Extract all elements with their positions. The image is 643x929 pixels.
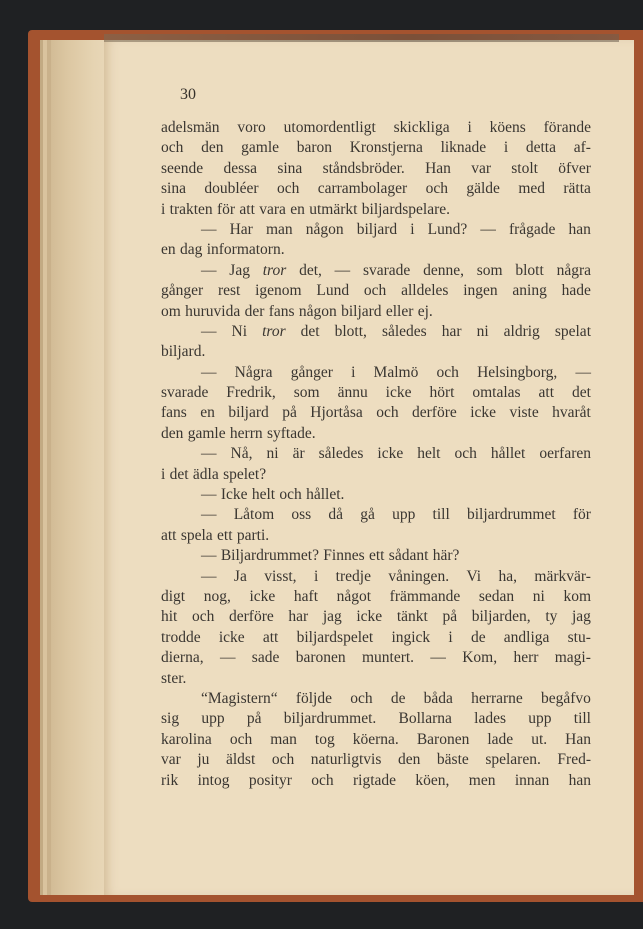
body-text xyxy=(161,118,591,791)
text-line: — Nå, ni är således icke helt och hållet oerfaren xyxy=(201,445,591,463)
text-line: — Icke helt och hållet. xyxy=(201,486,345,504)
text-line: biljard. xyxy=(161,343,206,361)
text-line: dierna, — sade baronen muntert. — Kom, herr magi- xyxy=(161,649,591,667)
text-line: trodde icke att biljardspelet ingick i de andliga stu- xyxy=(161,628,591,646)
text-line: “Magistern“ följde och de båda herrarne begåfvo xyxy=(201,689,591,707)
text-line: — Biljardrummet? Finnes ett sådant här? xyxy=(201,547,460,565)
text-line: om huruvida der fans någon biljard eller ej. xyxy=(161,302,433,320)
text-line: sina doubléer och carrambolager och gälde med rätta xyxy=(161,180,591,198)
text-line: och den gamle baron Kronstjerna liknade i detta af- xyxy=(161,139,591,157)
text-line: i det ädla spelet? xyxy=(161,465,267,483)
page-top-edge xyxy=(104,34,619,42)
text-line: — Ni tror det blott, således har ni aldrig spelat xyxy=(201,322,591,340)
text-line: seende dessa sina ståndsbröder. Han var stolt öfver xyxy=(161,159,591,177)
text-line: — Några gånger i Malmö och Helsingborg, — xyxy=(201,363,591,381)
text-line: var ju äldst och naturligtvis den bäste spelaren. Fred- xyxy=(161,751,591,769)
text-line: — Jag tror det, — svarade denne, som blott några xyxy=(201,261,591,279)
text-line: den gamle herrn syftade. xyxy=(161,424,316,442)
text-line: svarade Fredrik, som ännu icke hört omtalas att det xyxy=(161,384,591,402)
text-line: digt nog, icke haft något främmande sedan ni kom xyxy=(161,587,591,605)
text-line: rik intog posityr och rigtade köen, men innan han xyxy=(161,771,591,789)
text-line: — Har man någon biljard i Lund? — frågade han xyxy=(201,220,591,238)
text-line: ster. xyxy=(161,669,187,687)
text-line: karolina och man tog köerna. Baronen lade ut. Han xyxy=(161,730,591,748)
text-line: adelsmän voro utomordentligt skickliga i köens förande xyxy=(161,119,591,136)
text-line: i trakten för att vara en utmärkt biljardspelare. xyxy=(161,200,450,218)
text-line: fans en biljard på Hjortåsa och derföre icke viste hvaråt xyxy=(161,404,591,422)
text-line: hit och derföre har jag icke tänkt på biljarden, ty jag xyxy=(161,608,591,626)
text-line: en dag informatorn. xyxy=(161,241,285,259)
text-line: sig upp på biljardrummet. Bollarna lades upp till xyxy=(161,710,591,728)
page-number: 30 xyxy=(180,86,196,103)
text-line: gånger rest igenom Lund och alldeles ingen aning hade xyxy=(161,282,591,300)
text-line: — Låtom oss då gå upp till biljardrummet för xyxy=(201,506,591,524)
text-line: att spela ett parti. xyxy=(161,526,270,544)
text-line: — Ja visst, i tredje våningen. Vi ha, märkvär- xyxy=(201,567,591,585)
